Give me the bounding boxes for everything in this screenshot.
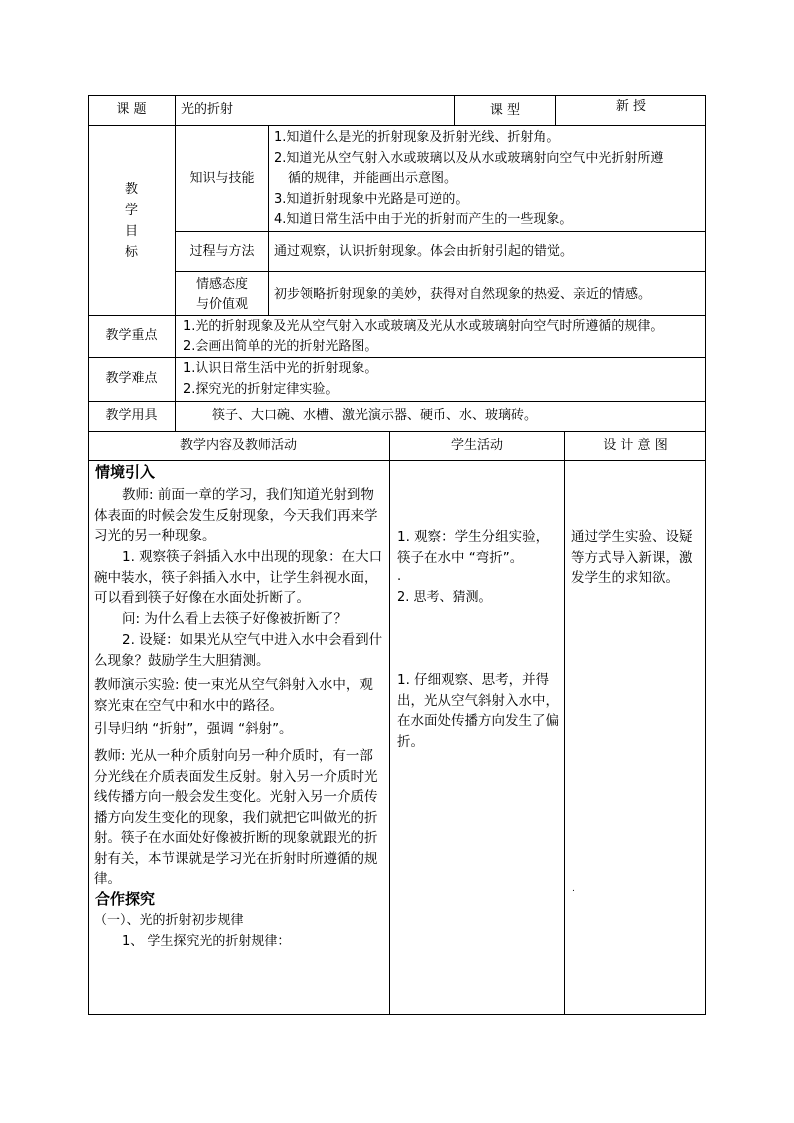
explore-item: 1、 学生探究光的折射规律： [122, 934, 291, 949]
knowledge-label: 知识与技能 [189, 171, 255, 186]
column-header-content: 教学内容及教师活动 [179, 438, 297, 453]
column-header-student: 学生活动 [450, 438, 503, 453]
content-paragraph: 2. 设疑：如果光从空气中进入水中会看到什么现象？鼓励学生大胆猜测。 [94, 632, 383, 669]
emotion-label-line2: 与价值观 [195, 297, 248, 312]
key-points-label: 教学重点 [105, 328, 158, 343]
student-dot: . [397, 569, 402, 584]
difficulty-item: 1.认识日常生活中光的折射现象。 [183, 361, 378, 376]
objectives-label-char: 学 [124, 203, 138, 218]
key-point-item: 1.光的折射现象及光从空气射入水或玻璃及光从水或玻璃射向空气时所遵循的规律。 [183, 319, 664, 334]
content-paragraph: 教师: 光从一种介质射向另一种介质时，有一部分光线在介质表面发生反射。射入另一介质时光线传播方向一般会发生变化。光射入另一介质传播方向发生变化的现象，我们就把它叫做光的折射。筷子在水面处好像被折断的现象就跟光的折射有关，本节课就是学习光在折射时所遵循的规律。 [94, 748, 378, 887]
student-activity: 1. 仔细观察、思考，并得出，光从空气斜射入水中，在水面处传播方向发生了偏折。 [397, 672, 559, 750]
type-value: 新 授 [615, 99, 647, 114]
materials-text: 筷子、大口碗、水槽、激光演示器、硬币、水、玻璃砖。 [212, 408, 538, 423]
content-paragraph: 引导归纳 “折射”，强调 “斜射”。 [94, 721, 293, 737]
explore-subheading: （一）、光的折射初步规律 [94, 913, 244, 928]
difficulties-label: 教学难点 [105, 371, 158, 386]
type-label: 课 型 [489, 103, 521, 118]
content-paragraph: 教师演示实验: 使一束光从空气斜射入水中，观察光束在空气中和水中的路径。 [94, 677, 373, 714]
knowledge-item: 3.知道折射现象中光路是可逆的。 [274, 192, 469, 207]
knowledge-item: 循的规律，并能画出示意图。 [288, 171, 458, 186]
emotion-text: 初步领略折射现象的美妙，获得对自然现象的热爱、亲近的情感。 [274, 287, 652, 302]
content-paragraph: 教师: 前面一章的学习，我们知道光射到物体表面的时候会发生反射现象，今天我们再来学习光的另一种现象。 [94, 487, 378, 544]
design-dot: . [572, 884, 575, 894]
content-paragraph: 问: 为什么看上去筷子好像被折断了？ [122, 611, 347, 627]
student-activity: 2. 思考、猜测。 [397, 590, 492, 605]
objectives-label-char: 标 [124, 245, 138, 260]
intro-heading: 情境引入 [95, 463, 156, 481]
materials-label: 教学用具 [105, 408, 158, 423]
column-header-design: 设 计 意 图 [603, 438, 668, 453]
objectives-label-char: 目 [124, 224, 138, 239]
key-point-item: 2.会画出简单的光的折射光路图。 [183, 339, 378, 354]
difficulty-item: 2.探究光的折射定律实验。 [183, 382, 339, 397]
knowledge-item: 2.知道光从空气射入水或玻璃以及从水或玻璃射向空气中光折射所遵 [274, 151, 664, 166]
knowledge-item: 4.知道日常生活中由于光的折射而产生的一些现象。 [274, 212, 573, 227]
explore-heading: 合作探究 [95, 890, 156, 908]
process-label: 过程与方法 [189, 244, 255, 259]
process-text: 通过观察，认识折射现象。体会由折射引起的错觉。 [274, 244, 574, 259]
design-intent: 通过学生实验、设疑等方式导入新课，激发学生的求知欲。 [571, 529, 693, 586]
student-activity: 1. 观察：学生分组实验，筷子在水中 “弯折”。 [397, 529, 550, 566]
topic-label: 课 题 [116, 102, 147, 117]
objectives-label-char: 教 [124, 182, 138, 197]
content-paragraph: 1. 观察筷子斜插入水中出现的现象：在大口碗中装水，筷子斜插入水中，让学生斜视水面，可以看到筷子好像在水面处折断了。 [94, 549, 383, 606]
topic-value: 光的折射 [181, 102, 234, 117]
knowledge-item: 1.知道什么是光的折射现象及折射光线、折射角。 [274, 130, 560, 145]
emotion-label-line1: 情感态度 [195, 277, 248, 292]
